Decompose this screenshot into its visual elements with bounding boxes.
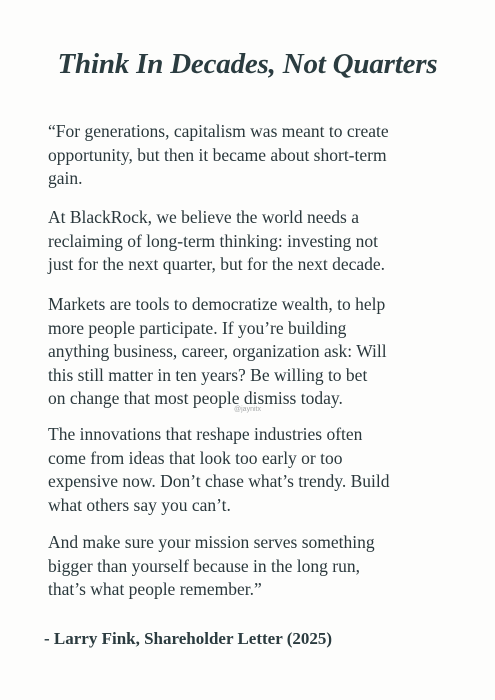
attribution: - Larry Fink, Shareholder Letter (2025) xyxy=(44,629,333,648)
quote-paragraph-5: And make sure your mission serves something bigger than yourself because in the long run, that’s what people remember.” xyxy=(48,532,375,599)
quote-paragraph-4: The innovations that reshape industries often come from ideas that look too early or too expensive now. Don’t chase what’s trendy. Build what others say you can’t. xyxy=(48,424,390,515)
watermark-handle: @jaynitx xyxy=(234,406,261,413)
quote-paragraph-2: At BlackRock, we believe the world needs a reclaiming of long-term thinking: investing not just for the next quarter, but for the next decade. xyxy=(48,207,386,274)
quote-paragraph-1: “For generations, capitalism was meant to create opportunity, but then it became about short-term gain. xyxy=(48,121,389,188)
page-title: Think In Decades, Not Quarters xyxy=(57,48,438,80)
quote-paragraph-3: Markets are tools to democratize wealth, to help more people participate. If you’re building anything business, career, organization ask: Will this still matter in ten years? Be willing to bet on change that most people dismiss today. xyxy=(48,294,387,408)
